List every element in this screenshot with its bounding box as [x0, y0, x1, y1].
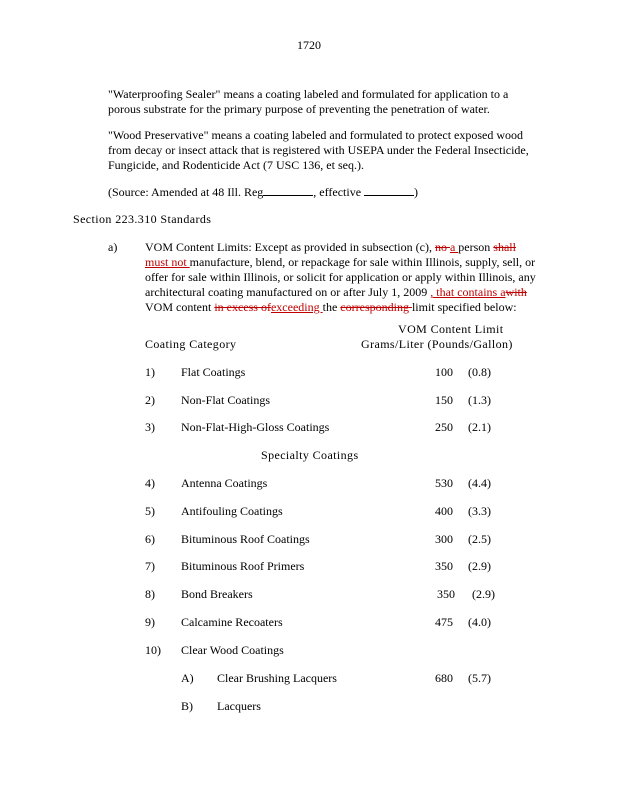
row-number: B)	[181, 699, 193, 713]
deleted-text: no	[434, 240, 450, 254]
row-number: 4)	[145, 476, 155, 490]
grams-per-liter: 400	[435, 504, 453, 518]
row-number: 1)	[145, 365, 155, 379]
page-number: 1720	[297, 38, 321, 52]
grams-per-liter: 350	[437, 587, 455, 601]
coating-name: Antenna Coatings	[181, 476, 268, 490]
row-number: 5)	[145, 504, 155, 518]
subsection-label: a)	[108, 240, 118, 254]
pounds-per-gallon: (2.1)	[468, 420, 491, 434]
pounds-per-gallon: (2.9)	[468, 559, 491, 573]
para-line-5	[145, 300, 517, 315]
grams-per-liter: 475	[435, 615, 453, 629]
row-number: 3)	[145, 420, 155, 434]
pounds-per-gallon: (1.3)	[468, 393, 491, 407]
row-number: 6)	[145, 532, 155, 546]
para-text: VOM content	[145, 300, 215, 314]
pounds-per-gallon: (4.0)	[468, 615, 491, 629]
coating-name: Bituminous Roof Coatings	[181, 532, 310, 546]
para-text: VOM Content Limits: Except as provided in subsection (c),	[145, 240, 435, 254]
section-heading: Section 223.310 Standards	[73, 212, 212, 226]
para-line-4	[145, 285, 527, 300]
definition-wood-line1: "Wood Preservative" means a coating labeled and formulated to protect exposed wood	[108, 128, 524, 142]
para-text: the	[322, 300, 341, 314]
definition-wood-line3: Fungicide, and Rodenticide Act (7 USC 136, et seq.).	[108, 158, 364, 172]
grams-per-liter: 350	[435, 559, 453, 573]
pounds-per-gallon: (5.7)	[468, 671, 491, 685]
limit-header-line2: Grams/Liter (Pounds/Gallon)	[361, 337, 513, 351]
coating-name: Non-Flat Coatings	[181, 393, 270, 407]
row-number: A)	[181, 671, 194, 685]
source-mid: , effective	[313, 185, 365, 199]
row-number: 2)	[145, 393, 155, 407]
para-line-3: offer for sale within Illinois, or solicit for application or apply within Illinois, any	[145, 270, 536, 284]
pounds-per-gallon: (4.4)	[468, 476, 491, 490]
coating-name: Bituminous Roof Primers	[181, 559, 305, 573]
grams-per-liter: 100	[435, 365, 453, 379]
coating-name: Flat Coatings	[181, 365, 246, 379]
inserted-text: , that contains a	[430, 285, 506, 299]
coating-name: Clear Brushing Lacquers	[217, 671, 337, 685]
source-suffix: )	[414, 185, 419, 199]
grams-per-liter: 680	[435, 671, 453, 685]
definition-waterproofing-line2: porous substrate for the primary purpose of preventing the penetration of water.	[108, 102, 490, 116]
coating-name: Antifouling Coatings	[181, 504, 283, 518]
coating-name: Lacquers	[217, 699, 261, 713]
coating-name: Calcamine Recoaters	[181, 615, 283, 629]
row-number: 7)	[145, 559, 155, 573]
para-text: person	[458, 240, 494, 254]
source-note	[108, 184, 418, 200]
deleted-text: in excess of	[214, 300, 271, 314]
para-text: manufacture, blend, or repackage for sale within Illinois, supply, sell, or	[189, 255, 536, 269]
grams-per-liter: 150	[435, 393, 453, 407]
row-number: 9)	[145, 615, 155, 629]
limit-header-line1: VOM Content Limit	[398, 322, 504, 336]
specialty-heading: Specialty Coatings	[261, 448, 359, 462]
para-line-1	[145, 240, 516, 255]
grams-per-liter: 250	[435, 420, 453, 434]
pounds-per-gallon: (3.3)	[468, 504, 491, 518]
source-prefix: (Source: Amended at 48 Ill. Reg	[108, 185, 264, 199]
deleted-text: with	[505, 285, 527, 299]
row-number: 8)	[145, 587, 155, 601]
coating-name: Non-Flat-High-Gloss Coatings	[181, 420, 330, 434]
register-blank	[263, 184, 313, 196]
effective-blank	[364, 184, 414, 196]
grams-per-liter: 530	[435, 476, 453, 490]
grams-per-liter: 300	[435, 532, 453, 546]
coating-name: Bond Breakers	[181, 587, 253, 601]
inserted-text: must not	[145, 255, 190, 269]
pounds-per-gallon: (2.9)	[472, 587, 495, 601]
category-header: Coating Category	[145, 337, 237, 351]
pounds-per-gallon: (2.5)	[468, 532, 491, 546]
inserted-text: a	[449, 240, 459, 254]
definition-waterproofing-line1: "Waterproofing Sealer" means a coating labeled and formulated for application to a	[108, 87, 509, 101]
coating-name: Clear Wood Coatings	[181, 643, 284, 657]
inserted-text: exceeding	[270, 300, 323, 314]
pounds-per-gallon: (0.8)	[468, 365, 491, 379]
para-text: limit specified below:	[411, 300, 517, 314]
definition-wood-line2: from decay or insect attack that is registered with USEPA under the Federal Insecticide,	[108, 143, 529, 157]
deleted-text: shall	[493, 240, 516, 254]
deleted-text: corresponding	[340, 300, 412, 314]
para-text: architectural coating manufactured on or after July 1, 2009	[145, 285, 431, 299]
para-line-2	[145, 255, 535, 270]
row-number: 10)	[145, 643, 161, 657]
